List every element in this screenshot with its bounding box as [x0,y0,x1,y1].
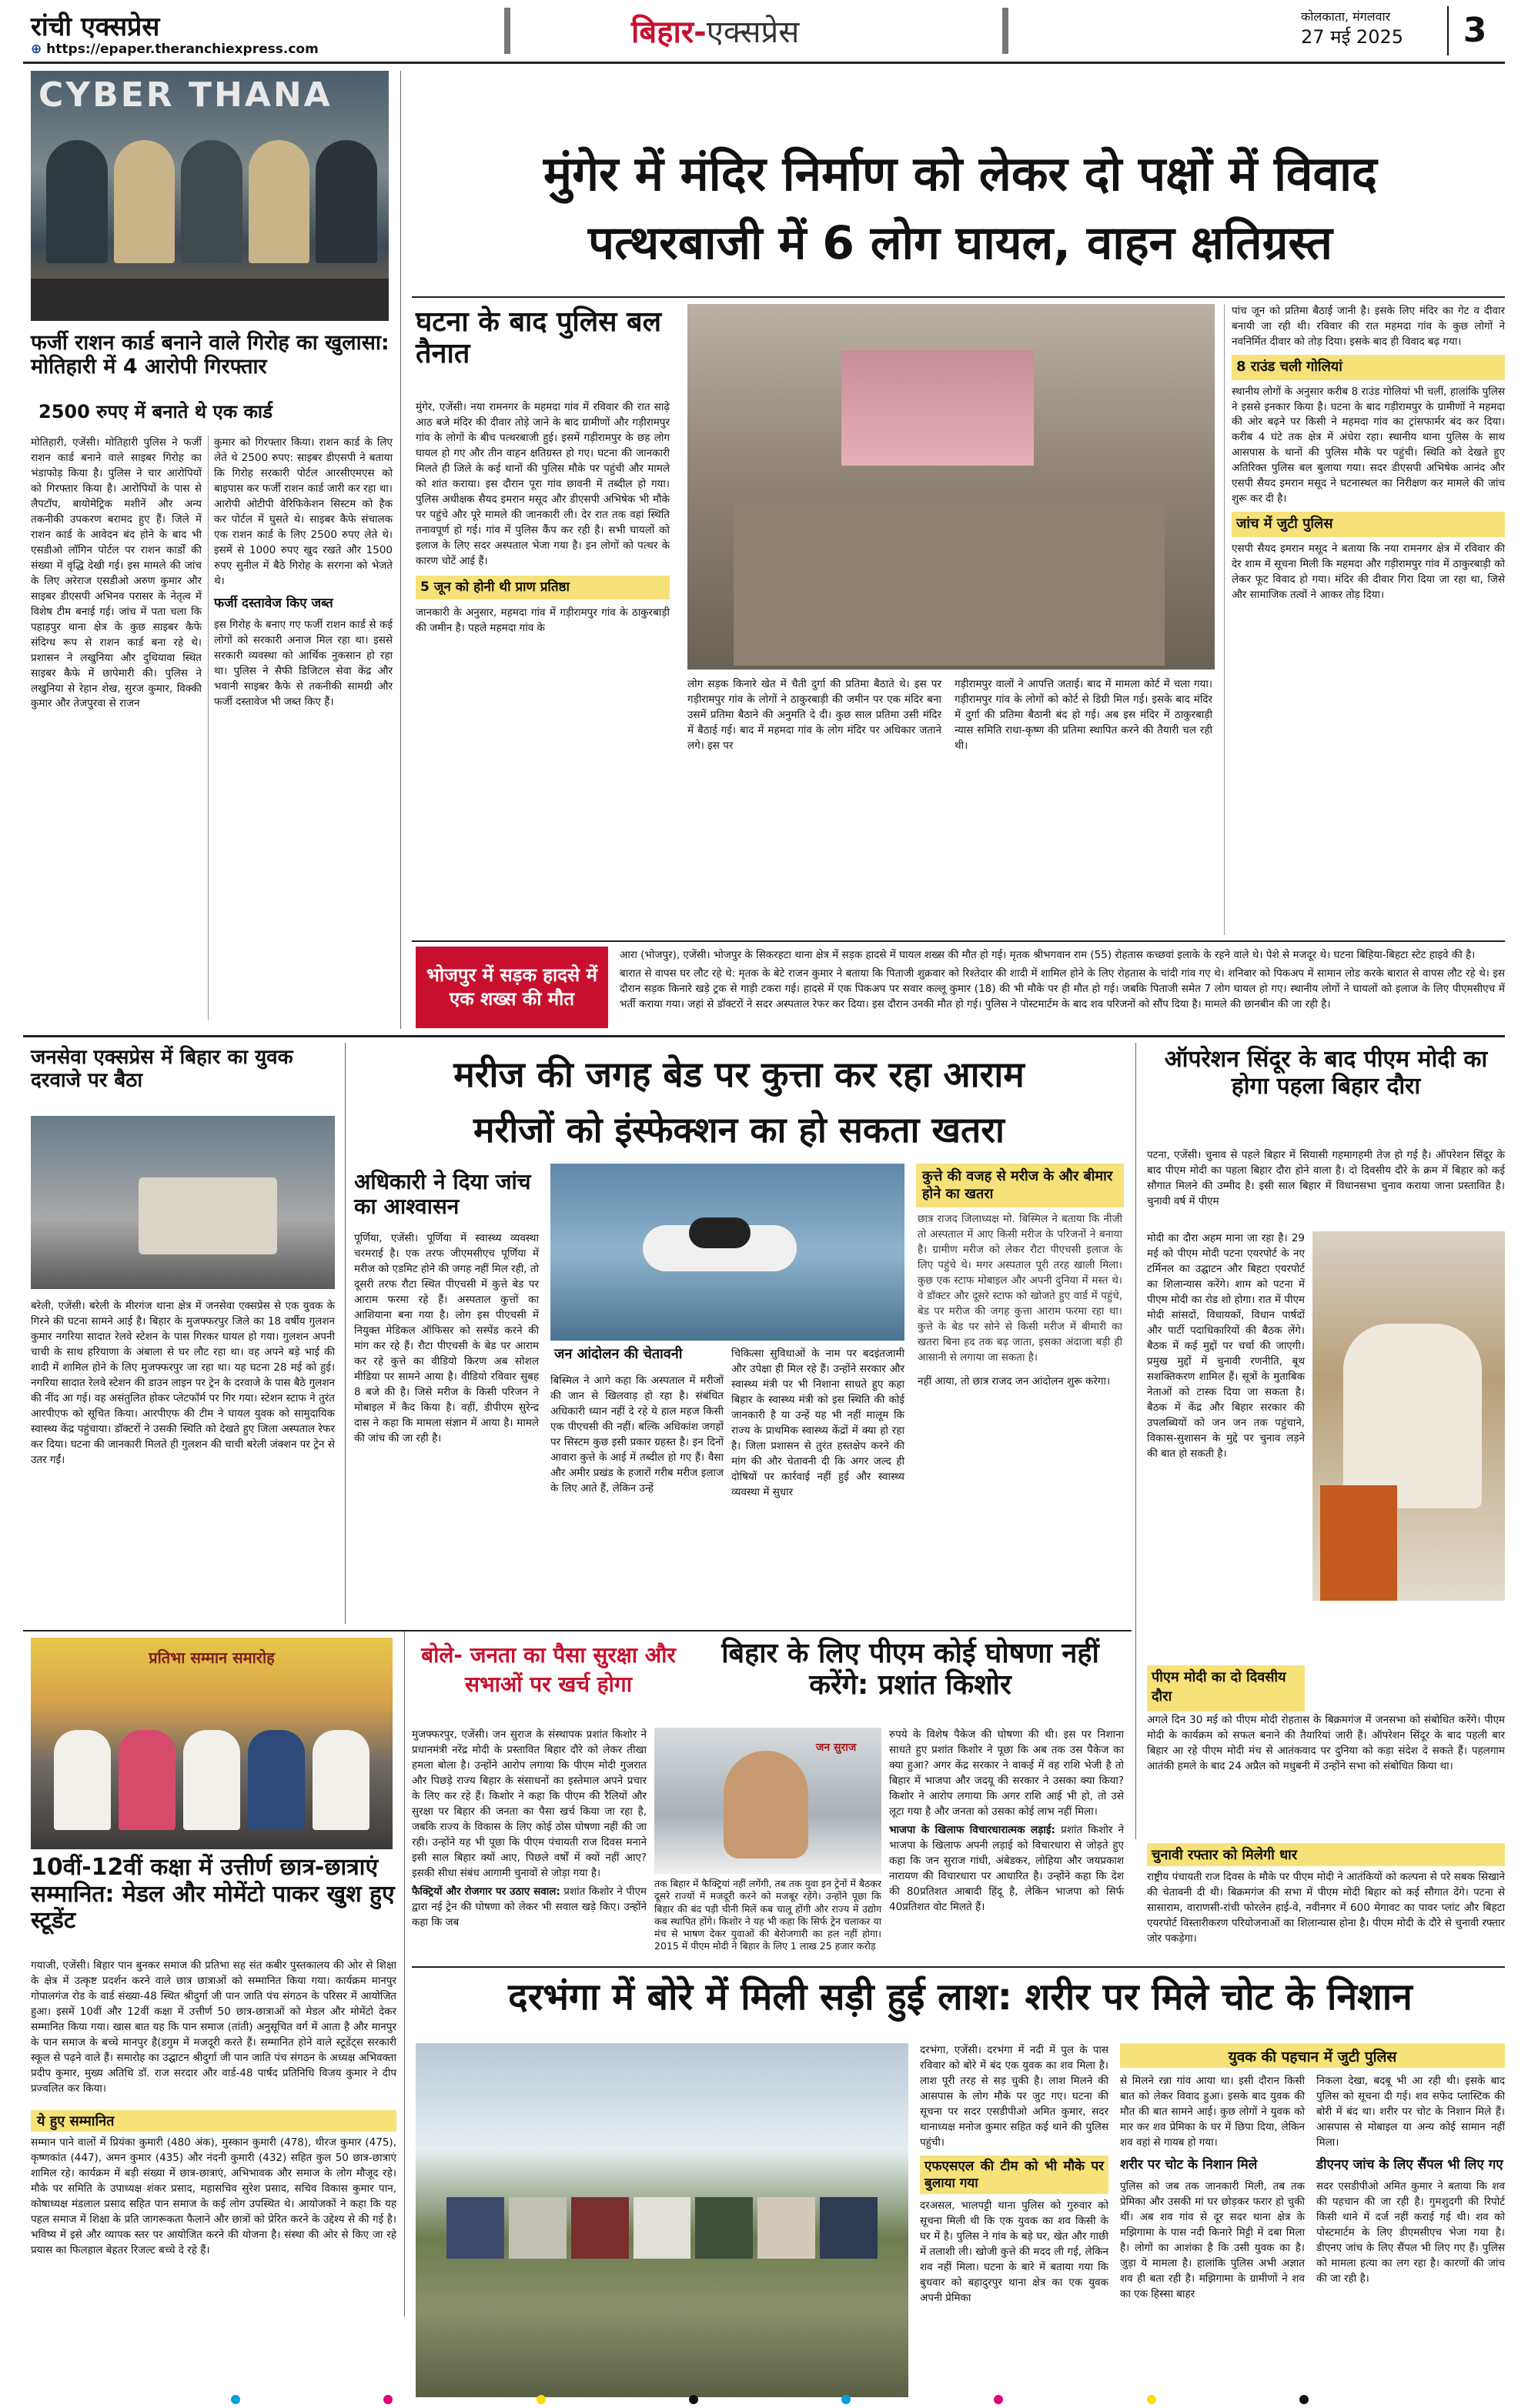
darbhanga-col1 [920,2043,1108,2397]
prashant-col1-text: मुजफ्फरपुर, एजेंसी। जन सुराज के संस्थापक प्रशांत किशोर ने प्रधानमंत्री नरेंद्र मोदी के प्रस्तावित बिहार दौरे को लेकर तीखा हमला बोला है। उन्होंने आरोप लगाया कि पीएम मोदी गुजरात और पिछड़े राज्य बिहार के संसाधनों का इस्तेमाल अपने प्रचार के लिए कर रहे हैं। किशोर ने कहा कि पीएम की रैलियों और सुरक्षा पर बिहार की जनता का पैसा खर्च किया जा रहा है, जबकि राज्य के विकास के लिए कोई ठोस घोषणा नहीं की जा रही। उन्होंने यह भी पूछा कि पीएम पंचायती राज दिवस मनाने इसी साल बिहार क्यों आए, पिछले वर्षों में क्यों नहीं आए? इसकी सीधा संबंध आगामी चुनावों से जोड़ा गया है। [412,1728,647,1879]
masthead-rule [23,62,1505,64]
city-day: कोलकाता, मंगलवार [1301,9,1391,24]
purnia-col3: चिकित्सा सुविधाओं के नाम पर बदइंतजामी और उपेक्षा ही मिल रहे हैं। उन्होंने सरकार और स्वास्थ्य मंत्री पर भी निशाना साधते हुए कहा बिहार के स्वास्थ्य मंत्री को इस स्थिति की कोई जानकारी है या उन्हें यह भी नहीं मालूम कि राज्य के प्राथमिक स्वास्थ्य केंद्रों में क्या हो रहा है। जिला प्रशासन से तुरंत हस्तक्षेप करने की मांग की और चेतावनी दी कि अगर जल्द ही दोषियों पर कार्रवाई नहीं हुई और स्वास्थ्य व्यवस्था में सुधार [731,1348,904,1498]
masthead-divider [504,8,510,54]
darbhanga-col2-sub: शरीर पर चोट के निशान मिले [1120,2156,1258,2173]
section-title [631,9,955,52]
lead-sub-probe: जांच में जुटी पुलिस [1232,512,1505,537]
prashant-col3 [889,1728,1124,1935]
pm-visit-sub2: चुनावी रफ्तार को मिलेगी धार [1147,1843,1505,1866]
darbhanga-col1-text: दरभंगा, एजेंसी। दरभंगा में नदी में पुल के पास रविवार को बोरे में बंद एक युवक का शव मिला है। लाश पूरी तरह से सड़ चुकी है। लाश मिलने की आसपास के लोग मौके पर जुट गए। घटना की सूचना पर सदर एसडीपीओ अमित कुमार, सदर थानाध्यक्ष मनोज कुमार सहित कई थाने की पुलिस पहुंची। [920,2044,1108,2149]
darbhanga-box-head: युवक की पहचान में जुटी पुलिस [1120,2043,1505,2068]
broken-wall-photo [687,304,1215,670]
prashant-col1-sub: फैक्ट्रियों और रोजगार पर उठाए सवाल: [412,1885,560,1898]
prashant-col3-b [889,1823,1124,1915]
section-rule [412,1966,1505,1968]
pm-visit-p3: राष्ट्रीय पंचायती राज दिवस के मौके पर पीएम मोदी ने आतंकियों को कल्पना से परे सबक सिखाने की चेतावनी दी थी। बिक्रमगंज की सभा में पीएम मोदी बिहार को कई सौगात देंगे। पटना से सासाराम, वाराणसी-रांची फोरलेन हाई-वे, नवीनगर में 600 मेगावट का पावर प्लांट और बिहटा एयरपोर्ट विस्तारीकरण परियोजनाओं का शिलान्यास होना है। पीएम मोदी के दौरे से चुनावी रफ्तार जोर पकड़ेगा। [1147,1871,1505,1945]
section-rule [23,1630,1132,1631]
gaya-headline: 10वीं-12वीं कक्षा में उत्तीर्ण छात्र-छात्राएं सम्मानित: मेडल और मोमेंटो पाकर खुश हुए स्टूडेंट [31,1854,395,1934]
ceremony-banner: प्रतिभा सम्मान समारोह [149,1648,275,1667]
section-rule [412,940,1505,942]
bhojpur-text-2: बारात से वापस घर लौट रहे थे: मृतक के बेटे राजन कुमार ने बताया कि पिताजी शुक्रवार को रिश्तेदार की शादी में शामिल होने के लिए रोहतास के चांदी गांव गए थे। शनिवार को पिकअप में सामान लोड करके बारात से वापस लौट रहे थे। इस दौरान सड़क किनारे खड़े ट्रक से गाड़ी टकरा गई। हादसे में एक पिकअप पर सवार कल्लू कुमार (18) की भी मौके पर ही मौत हो गई। जबकि पिताजी समेत 7 लोग घायल हो गए। स्थानीय लोगों ने घायलों को इलाज के लिए पीएमसीएच में भर्ती कराया गया। जहां से डॉक्टरों ने सदर अस्पताल रेफर कर दिया। इस दौरान उनकी मौत हो गई। पुलिस ने पोस्टमार्टम के बाद शव परिजनों को सौंप दिया है। मामले की छानबीन की जा रही है। [620,967,1505,1010]
prashant-col3-b-text: प्रशांत किशोर ने भाजपा के खिलाफ अपनी लड़ाई को विचारधारा से जोड़ते हुए कहा कि जन सुराज गांधी, अंबेडकर, लोहिया और जयप्रकाश नारायण की विचारधारा पर आधारित है। उन्होंने कहा कि देश की 80प्रतिशत आबादी हिंदू है, लेकिन भाजपा को सिर्फ 40प्रतिशत वोट मिलते हैं। [889,1823,1124,1913]
lead-col1 [416,400,670,935]
lead-text-2: जानकारी के अनुसार, महमदा गांव में गड़ीरामपुर गांव के ठाकुरबाड़ी की जमीन है। पहले महमदा गांव के [416,606,670,634]
pm-visit-headline: ऑपरेशन सिंदूर के बाद पीएम मोदी का होगा पहला बिहार दौरा [1164,1046,1488,1100]
purnia-box-tail: नहीं आया, तो छात्र राजद जन आंदोलन शुरू करेगा। [918,1375,1111,1388]
section-title-b: एक्सप्रेस [706,15,800,50]
pm-modi-photo [1312,1231,1505,1601]
purnia-kicker: अधिकारी ने दिया जांच का आश्वासन [354,1169,531,1220]
darbhanga-col1-b-text: दरअसल, भालपट्टी थाना पुलिस को गुरुवार को सूचना मिली थी कि एक युवक का शव किसी के घर में है। पुलिस ने गांव के बड़े घर, खेत और गाछी में तलाशी ली। खोजी कुत्ते की मदद ली गई, लेकिन शव नहीं मिला। घटना के बारे में बताया गया कि बुधवार को बहादुरपुर थाना क्षेत्र का एक युवक अपनी प्रेमिका [920,2199,1108,2304]
bareilly-headline: जनसेवा एक्सप्रेस में बिहार का युवक दरवाजे पर बैठा [31,1046,293,1092]
prashant-col3-sub: भाजपा के खिलाफ विचारधारात्मक लड़ाई: [889,1823,1055,1836]
police-press-photo: CYBER THANA [31,71,389,321]
purnia-headline-1: मरीज की जगह बेड पर कुत्ता कर रहा आराम [453,1054,1025,1095]
prashant-headline: बिहार के लिए पीएम कोई घोषणा नहीं करेंगे: प्रशांत किशोर [721,1638,1099,1702]
dog-on-bed-photo [550,1164,904,1341]
bhojpur-label: भोजपुर में सड़क हादसे में एक शख्स की मौत [416,947,608,1028]
motihari-subhead: 2500 रुपए में बनाते थे एक कार्ड [38,401,272,422]
lead-headline-2: पत्थरबाजी में 6 लोग घायल, वाहन क्षतिग्रस्त [588,216,1332,270]
print-color-bar [231,2395,1309,2404]
motihari-col2-sub: फर्जी दस्तावेज किए जब्त [214,595,333,611]
pm-visit-sub1: पीएम मोदी का दो दिवसीय दौरा [1147,1665,1305,1712]
masthead [0,0,1528,62]
darbhanga-col3-b-text: सदर एसडीपीओ अमित कुमार ने बताया कि शव की पहचान की जा रही है। गुमशुदगी की रिपोर्ट किसी थाने में दर्ज नहीं कराई गई थी। शव को पोस्टमार्टम के लिए डीएमसीएच भेजा गया है। डीएनए जांच के लिए सैंपल भी लिए गए हैं। पुलिस को मामला हत्या का लग रहा है। कारणों की जांच की जा रही है। [1316,2180,1505,2285]
motihari-headline: फर्जी राशन कार्ड बनाने वाले गिरोह का खुलासा: मोतिहारी में 4 आरोपी गिरफ्तार [31,331,390,379]
masthead-divider [1002,8,1008,54]
darbhanga-col2-b-text: पुलिस को जब तक जानकारी मिली, तब तक प्रेमिका और उसकी मां घर छोड़कर फरार हो चुकी थीं। अब शव गांव से दूर सदर थाना क्षेत्र के मझिगामा के पास नदी किनारे मिट्टी में दबा मिला है। लोगों का आशंका है कि उसी युवक का है। जुड़ा ये मामला है। हालांकि पुलिस अभी अज्ञात शव ही बता रही है। मझिगामा के ग्रामीणों ने शव का एक हिस्सा बाहर [1120,2180,1305,2300]
lead-right-text-2: स्थानीय लोगों के अनुसार करीब 8 राउंड गोलियां भी चलीं, हालांकि पुलिस ने इससे इनकार किया है। घटना के बाद गड़ीरामपुर के ग्रामीणों ने महमदा की ओर बढ़ने पर किसी ने महमदा गांव का ट्रांसफार्मर बंद कर दिया। करीब 4 घंटे तक क्षेत्र में अंधेरा रहा। स्थानीय थाना पुलिस के साथ आसपास के थानों की पुलिस मौके पर पहुंची। स्थिति को देखते हुए अतिरिक्त पुलिस बल बुलाया गया। सदर डीएसपी अभिषेक आनंद और एसपी सैयद इमरान मसूद ने घटनास्थल का निरीक्षण कर मामले की जांच शुरू कर दी है। [1232,385,1505,506]
motihari-col2 [214,436,393,1024]
url-text[interactable]: https://epaper.theranchiexpress.com [46,42,319,57]
gaya-sub: ये हुए सम्मानित [31,2110,396,2132]
purnia-box-head: कुत्ते की वजह से मरीज के और बीमार होने का खतरा [916,1164,1124,1207]
lead-right-text-3: एसपी सैयद इमरान मसूद ने बताया कि नया रामनगर क्षेत्र में रविवार की देर शाम में सूचना मिली कि महमदा और गड़ीरामपुर गांव में ठाकुरबाड़ी को लेकर फूट विवाद हो गया। मंदिर की दीवार गिरा दिया जा रहा था, जिसे और सामाजिक तत्वों ने आकर तोड़ दिया। [1232,542,1505,601]
pm-visit-side: मोदी का दौरा अहम माना जा रहा है। 29 मई को पीएम मोदी पटना एयरपोर्ट के नए टर्मिनल का उद्घाटन और बिहटा एयरपोर्ट का शिलान्यास करेंगे। शाम को पटना में पीएम मोदी का रोड शो होगा। रात में पीएम मोदी सांसदों, विधायकों, विधान पार्षदों और पार्टी पदाधिकारियों की बैठक लेंगे। बैठक में कई मुद्दों पर चर्चा की जाएगी। प्रमुख मुद्दों में चुनावी रणनीति, बूथ सशक्तिकरण शामिल हैं। सूत्रों के मुताबिक नेताओं को टास्क दिया जा सकता है। बैठक में केंद्र और बिहार सरकार की उपलब्धियों को जन जन तक पहुंचाने, विकास-सुशासन के मुद्दे पर चुनाव लड़ने की बात हो सकती है। [1147,1232,1305,1460]
bhojpur-text-1: आरा (भोजपुर), एजेंसी। भोजपुर के सिकरहटा थाना क्षेत्र में सड़क हादसे में घायल शख्स की मौत हो गई। मृतक श्रीभगवान राम (55) रोहतास कच्छवां इलाके के रहने वाले थे। पेशे से मजदूर थे। घटना बिहिया-बिहटा स्टेट हाइवे की है। [620,949,1476,961]
prashant-col3-text: रुपये के विशेष पैकेज की घोषणा की थी। इस पर निशाना साधते हुए प्रशांत किशोर ने पूछा कि अब तक उस पैकेज का क्या हुआ? अगर केंद्र सरकार ने वाकई में वह राशि भेजी है तो बिहार में भाजपा और जदयू की सरकार ने उसका क्या किया? किशोर ने आरोप लगाया कि अगर राशि आई भी हो, तो उसे लूटा गया है और जनता को उसका कोई लाभ नहीं मिला। [889,1728,1124,1818]
motihari-col2-text-b: इस गिरोह के बनाए गए फर्जी राशन कार्ड से कई लोगों को सरकारी अनाज मिल रहा था। इससे सरकारी व्यवस्था को आर्थिक नुकसान हो रहा था। पुलिस ने सैफी डिजिटल सेवा केंद्र और भवानी साइबर कैफे से तकनीकी सामग्री और फर्जी दस्तावेज भी जब्त किए हैं। [214,618,393,708]
logo-text: रांची एक्सप्रेस [31,12,160,42]
epaper-url[interactable] [31,42,385,58]
prashant-col1-b [412,1885,647,1931]
globe-icon: ⊕ [31,42,47,57]
bhojpur-text [620,948,1505,1030]
lead-col4 [1232,304,1505,935]
lead-kicker: घटना के बाद पुलिस बल तैनात [416,306,661,370]
lead-rule [412,296,1505,298]
purnia-headline-2: मरीजों को इंस्फेक्शन का हो सकता खतरा [473,1109,1005,1151]
column-rule [208,436,209,1020]
prashant-col1-b-text: प्रशांत किशोर ने पीएम द्वारा नई ट्रेन की घोषणा को लेकर भी सवाल खड़े किए। उन्होंने कहा कि जब [412,1885,647,1929]
prashant-col2: तक बिहार में फैक्ट्रियां नहीं लगेंगी, तब तक युवा इन ट्रेनों में बैठकर दूसरे राज्यों में मजदूरी करने को मजबूर रहेंगे। उन्होंने पूछा कि बिहार की बंद पड़ी चीनी मिलें कब चालू होंगी और राज्य में उद्योग कब स्थापित होंगे। किशोर ने यह भी कहा कि सिर्फ ट्रेन चलाकर या मंच से भाषण देकर युवाओं की बेरोजगारी का हल नहीं होगा। 2015 में पीएम मोदी ने बिहार के लिए 1 लाख 25 हजार करोड़ [654,1878,881,1952]
prashant-kishor-photo [654,1728,881,1874]
pm-visit-lead: पटना, एजेंसी। चुनाव से पहले बिहार में सियासी गहमागहमी तेज हो गई है। ऑपरेशन सिंदूर के बाद पीएम मोदी का पहला बिहार दौरा होने वाला है। दो दिवसीय दौरे के क्रम में बिहार को कई सौगात मिलने की उम्मीद है। इसी साल बिहार में विधानसभा चुनाव कराया जाना प्रस्तावित है। चुनावी वर्ष में पीएम [1147,1149,1505,1207]
darbhanga-col1-sub: एफएसएल की टीम को भी मौके पर बुलाया गया [920,2156,1108,2194]
lead-col3: गड़ीरामपुर वालों ने आपत्ति जताई। बाद में मामला कोर्ट में चला गया। गड़ीरामपुर गांव के लोगों को कोर्ट से डिग्री मिल गई। इसके बाद मंदिर में दुर्गा की प्रतिमा बैठानी बंद हो गई। अब इस मंदिर में ठाकुरबाड़ी न्यास समिति राधा-कृष्ण की प्रतिमा स्थापित करने की तैयारी चल रही थी। [955,678,1212,752]
section-rule [23,1035,1505,1037]
pm-visit-p2: अगले दिन 30 मई को पीएम मोदी रोहतास के बिक्रमगंज में जनसभा को संबोधित करेंगे। पीएम मोदी के कार्यक्रम को सफल बनाने की तैयारियां जारी हैं। ऑपरेशन सिंदूर के बाद पहली बार बिहार आ रहे पीएम मोदी मंच से आतंकवाद पर दुनिया को कड़ा संदेश दे सकते हैं। पहलगाम आतंकी हमले के बाद 24 अप्रैल को मधुबनी में उन्होंने सभा को संबोधित किया था। [1147,1714,1505,1772]
darbhanga-col3-sub: डीएनए जांच के लिए सैंपल भी लिए गए [1316,2156,1503,2173]
lead-right-text-1: पांच जून को प्रतिमा बैठाई जानी है। इसके लिए मंदिर का गेट व दीवार बनायी जा रही थी। रविवार की रात महमदा गांव के कुछ लोगों ने नवनिर्मित दीवार को तोड़ दिया। इसके बाद ही विवाद बढ़ गया। [1232,305,1505,348]
prashant-label: बोले- जनता का पैसा सुरक्षा और सभाओं पर खर्च होगा [421,1642,676,1697]
prashant-col1 [412,1728,647,1935]
page-number: 3 [1447,6,1501,55]
column-rule [400,71,401,1029]
column-rule [1224,304,1225,935]
gaya-text-2: सम्मान पाने वालों में प्रियंका कुमारी (480 अंक), मुस्कान कुमारी (478), धीरज कुमार (475), कृष्णकांत (447), अमन कुमार (435) और नंदनी कुमारी (432) सहित कुल 50 छात्र-छात्राएं शामिल रहे। कार्यक्रम में बड़ी संख्या में छात्र-छात्राएं, अभिभावक और समाज के लोग मौजूद रहे। मौके पर समिति के उपाध्यक्ष शंकर प्रसाद, महासचिव सुरेश प्रसाद, सचिव विकास कुमार पान, कोषाध्यक्ष मंडलाल प्रसाद सहित पान समाज के कई लोग उपस्थित थे। आयोजकों ने कहा कि यह पहल समाज में शिक्षा के प्रति जागरूकता फैलाने और छात्रों को प्रेरित करने के उद्देश्य से की गई है। भविष्य में इसे और व्यापक स्तर पर आयोजित करने की योजना है। संस्था की ओर से किए जा रहे प्रयास का फिलहाल बेहतर रिजल्ट बच्चे दे रहे हैं। [31,2136,396,2256]
motihari-col2-text: कुमार को गिरफ्तार किया। राशन कार्ड के लिए लेते थे 2500 रुपए: साइबर डीएसपी ने बताया कि गिरोह सरकारी पोर्टल आरसीएमएस को बाइपास कर फर्जी राशन कार्ड जारी कर रहा था। आरोपी ओटीपी वेरिफिकेशन सिस्टम को हैक कर पोर्टल में घुसते थे। साइबर कैफे संचालक एक राशन कार्ड के लिए 2500 रुपए लेते थे। इसमें से 1000 रुपए खुद रखते और 1500 रुपए सुनील में बैठे गिरोह के सरगना को भेजते थे। [214,436,393,587]
prashant-photo-caption: जन सुराज [816,1742,857,1754]
brand-logo [31,8,354,42]
darbhanga-col2 [1120,2074,1305,2397]
darbhanga-col3-text: निकला देखा, बदबू भी आ रही थी। इसके बाद पुलिस को सूचना दी गई। शव सफेद प्लास्टिक की बोरी में बंद था। शरीर पर चोट के निशान मिले हैं। आसपास से मोबाइल या अन्य कोई सामान नहीं मिला। [1316,2075,1505,2149]
column-rule [1135,1043,1136,1839]
gaya-text: गयाजी, एजेंसी। बिहार पान बुनकर समाज की प्रतिभा सह संत कबीर पुस्तकालय की ओर से शिक्षा के क्षेत्र में उत्कृष्ट प्रदर्शन करने वाले छात्र छात्राओं को सम्मानित किया गया। कार्यक्रम मानपुर गोपालगंज रोड के वार्ड संख्या-48 स्थित श्रीदुर्गा जी पान जाति पंच संगठन के परिसर में आयोजित हुआ। इसमें 10वीं और 12वीं कक्षा में उत्तीर्ण 50 छात्र-छात्राओं को मेडल और मोमेंटो देकर सम्मानित किया गया। खास बात यह कि पान समाज (तांती) अनुसूचित वर्ग में आता है और मानपुर के पान समाज के बच्चे मानपुर है(डगुम में मजदूरी करते हैं। सम्मानित होने वाले स्टूडेंट्स सरकारी स्कूल से पढ़ने वाले हैं। समारोह का उद्घाटन श्रीदुर्गा जी पान जाति पंच संगठन के अध्यक्ष अभिवक्ता प्रदीप कुमार, मुख्य अतिथि डॉ. राज सरदार और वार्ड-48 पार्षद प्रतिनिधि विजय कुमार ने दीप प्रज्वलित कर किया। [31,1959,396,2095]
lead-headline-1: मुंगेर में मंदिर निर्माण को लेकर दो पक्षों में विवाद [543,145,1377,202]
issue-date: 27 मई 2025 [1301,25,1404,48]
award-ceremony-photo [31,1638,393,1849]
section-title-a: बिहार- [631,15,707,50]
motihari-col1: मोतिहारी, एजेंसी। मोतिहारी पुलिस ने फर्जी राशन कार्ड बनाने वाले साइबर गिरोह का भंडाफोड़ किया है। पुलिस ने चार आरोपियों को गिरफ्तार किया है। आरोपियों के पास से लैपटॉप, बायोमेट्रिक मशीनें और अन्य तकनीकी उपकरण बरामद हुए हैं। जिले में राशन कार्ड के आवेदन बंद होने के बाद भी एसडीओ लॉगिन पोर्टल पर राशन कार्डों की संख्या में वृद्धि देखी गई। इस मामले की जांच के लिए अरेराज एसडीओ अरुण कुमार और साइबर डीएसपी अभिनव परासर के नेतृत्व में विशेष टीम बनाई गई। जांच में पता चला कि पहाड़पुर थाना क्षेत्र के कुछ साइबर कैफे संदिग्ध रूप से राशन कार्ड बना रहे थे। प्रशासन ने लखुनिया और दुधियावा स्थित साइबर कैफे में छापेमारी की। पुलिस ने लखुनिया से रेहान शेख, सुरज कुमार, विक्की कुमार और तेजपुरवा से राजन [31,436,202,710]
lead-sub-pran: 5 जून को होनी थी प्राण प्रतिष्ठा [416,576,670,599]
river-bank-crowd-photo [416,2043,908,2397]
train-injury-photo [31,1116,335,1289]
lead-text-1: मुंगेर, एजेंसी। नया रामनगर के महमदा गांव में रविवार की रात साढ़े आठ बजे मंदिर की दीवार तोड़े जाने के बाद ग्रामीणों और गड़ीरामपुर गांव के लोगों के बीच पत्थरबाजी हुई। इसमें गड़ीरामपुर के छह लोग घायल हो गए और तीन वाहन क्षतिग्रस्त हो गए। घटना की जानकारी मिलते ही जिले के कई थानों की पुलिस मौके पर पहुंची और मामले को शांत कराया। इस दौरान पूरा गांव छावनी में तब्दील हो गया। पुलिस अधीक्षक सैयद इमरान मसूद और डीएसपी अभिषेक भी मौके पर पहुंचे और पूरे मामले की जानकारी ली। देर रात तक वहां स्थिति तनावपूर्ण हो गई। गांव में पुलिस कैंप कर रही है। सभी घायलों को इलाज के लिए सदर अस्पताल भेजा गया है। इन लोगों को पत्थर के कारण चोटें आई हैं। [416,401,670,567]
purnia-photo-caption: जन आंदोलन की चेतावनी [554,1346,683,1362]
darbhanga-col2-text: से मिलने रन्ना गांव आया था। इसी दौरान किसी बात को लेकर विवाद हुआ। इसके बाद युवक की मौत की बात सामने आई। कुछ लोगों ने युवक को मार कर शव प्रेमिका के घर में छिपा दिया, लेकिन शव वहां से गायब हो गया। [1120,2075,1305,2149]
darbhanga-headline: दरभंगा में बोरे में मिली सड़ी हुई लाश: शरीर पर मिले चोट के निशान [508,1975,1413,2019]
purnia-col1: पूर्णिया, एजेंसी। पूर्णिया में स्वास्थ्य व्यवस्था चरमराई है। एक तरफ जीएमसीएच पूर्णिया में मरीज को एडमिट होने की जगह नहीं मिल रही, तो दूसरी तरफ रौटा स्थित पीएचसी में कुत्ते बेड पर आराम फरमा रहे हैं। अस्पताल कुत्तों का आशियाना बना गया है। लोग इस पीएचसी में नियुक्त मेडिकल ऑफिसर को सस्पेंड करने की मांग कर रहे हैं। रौटा पीएचसी के बेड पर आराम कर रहे कुत्ते का वीडियो किरण अब सोशल मीडिया पर सामने आया है। वीडियो रविवार सुबह 8 बजे की है। जिसे मरीज के किसी परिजन ने मोबाइल में कैद किया है। वहीं, डीपीएम सुरेन्द्र दास ने कहा कि मामला संज्ञान में आया है। मामले की जांच की जा रही है। [354,1232,540,1444]
purnia-col2: बिस्मिल ने आगे कहा कि अस्पताल में मरीजों की जान से खिलवाड़ हो रहा है। संबंधित अधिकारी ध्यान नहीं दे रहे ये हाल महज किसी एक पीएचसी की नहीं। बल्कि अधिकांश जगहों पर सिस्टम कुछ इसी प्रकार ग्रहस्त है। इन दिनों आवारा कुत्ते के आई में तब्दील हो गए हैं। वैसा और अमीर प्रखंड के हजारों गरीब मरीज इलाज के लिए आते हैं, लेकिन उन्हें [550,1374,724,1495]
dateline [1301,9,1439,55]
purnia-box [916,1164,1124,1625]
bareilly-text: बरेली, एजेंसी। बरेली के मीरगंज थाना क्षेत्र में जनसेवा एक्सप्रेस से एक युवक के गिरने की घटना सामने आई है। बिहार के मुजफ्फरपुर जिले का 18 वर्षीय गुलशन कुमार नगरिया सादात रेलवे स्टेशन के पास गिरकर घायल हो गया। गुलशन अपनी चाची के साथ हरियाणा के अंबाला से घर लौट रहा था। वह अपने बड़े भाई की शादी में शामिल होने के लिए मुजफ्फरपुर जा रहा था। यह घटना 28 मई को हुई। नगरिया सादात रेलवे स्टेशन की डाउन लाइन पर ट्रेन के दरवाजे के पास बैठे गुलशन की नींद आ गई। वह असंतुलित होकर प्लेटफॉर्म पर गिर गया। स्टेशन स्टाफ ने तुरंत आरपीएफ को सूचित किया। आरपीएफ की टीम ने घायल युवक को सामुदायिक स्वास्थ्य केंद्र पहुंचाया। डॉक्टरों ने उसकी स्थिति को देखते हुए जिला अस्पताल रेफर कर दिया। घटना की जानकारी मिलते ही गुलशन की चाची बरेली जंक्शन पर ट्रेन से उतर गईं। [31,1300,335,1466]
purnia-box-text: छात्र राजद जिलाध्यक्ष मो. बिस्मिल ने बताया कि नीजी तो अस्पताल में आए किसी मरीज के परिजनों ने बनाया है। ग्रामीण मरीज को लेकर रौटा पीएचसी इलाज के लिए पहुंचे थे। मगर अस्पताल पूरी तरह खाली मिला। कुछ एक स्टाफ मोबाइल और अपनी दुनिया में मस्त थे। वे डॉक्टर और दूसरे स्टाफ को खोजते हुए वार्ड में पहुंचे, बेड पर मरीज की जगह कुत्ता आराम फरमा रहा था। कुत्ते के बेड पर सोने से किसी मरीज में बीमारी का खतरा बिना हद तक बढ़ जाता, इसका अंदाजा बड़ी ही आसानी से लगाया जा सकता है। [918,1212,1122,1364]
column-rule [404,1631,405,2316]
lead-col2: लोग सड़क किनारे खेत में चैती दुर्गा की प्रतिमा बैठाते थे। इस पर गड़ीरामपुर गांव के लोगों ने ठाकुरबाड़ी की जमीन पर एक मंदिर बना उसमें प्रतिमा बैठाने की अनुमति दे दी। कुछ साल प्रतिमा उसी मंदिर में बैठाई गई। बाद में महमदा गांव के लोग मंदिर पर अधिकार जताने लगे। इस पर [687,678,941,752]
darbhanga-col3 [1316,2074,1505,2397]
column-rule [345,1043,346,1624]
lead-sub-firing: 8 राउंड चली गोलियां [1232,355,1505,380]
